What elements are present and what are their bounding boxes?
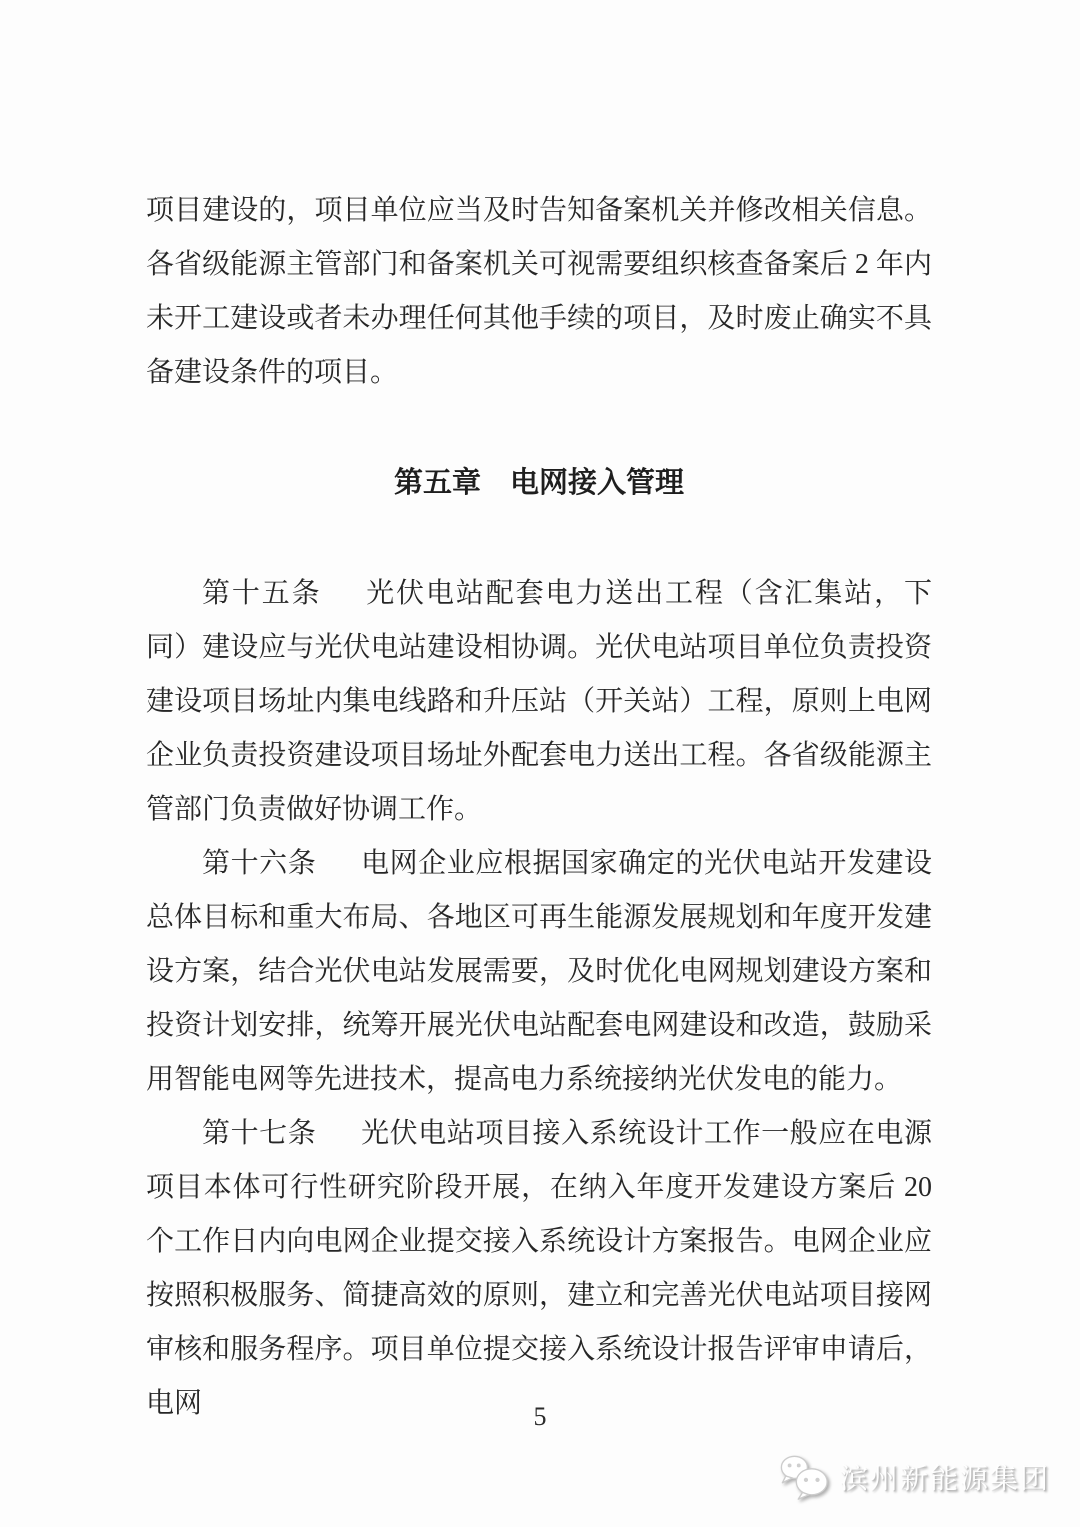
article-text-15: 光伏电站配套电力送出工程（含汇集站，下同）建设应与光伏电站建设相协调。光伏电站项目单位负责投资建设项目场址内集电线路和升压站（开关站）工程，原则上电网企业负责投资建设项目场址外配套电力送出工程。各省级能源主管部门负责做好协调工作。	[146, 578, 932, 825]
article-paragraph-15	[146, 567, 932, 837]
article-paragraph-17	[146, 1107, 932, 1431]
article-text-16: 电网企业应根据国家确定的光伏电站开发建设总体目标和重大布局、各地区可再生能源发展规划和年度开发建设方案，结合光伏电站发展需要，及时优化电网规划建设方案和投资计划安排，统筹开展光伏电站配套电网建设和改造，鼓励采用智能电网等先进技术，提高电力系统接纳光伏发电的能力。	[146, 848, 932, 1095]
article-paragraph-16	[146, 837, 932, 1107]
article-text-17: 光伏电站项目接入系统设计工作一般应在电源项目本体可行性研究阶段开展，在纳入年度开发建设方案后 20 个工作日内向电网企业提交接入系统设计方案报告。电网企业应按照积极服务、简捷高效的原则，建立和完善光伏电站项目接网审核和服务程序。项目单位提交接入系统设计报告评审申请后，电网	[146, 1118, 932, 1419]
article-number-17: 第十七条	[202, 1118, 317, 1149]
paragraph-continuation: 项目建设的，项目单位应当及时告知备案机关并修改相关信息。各省级能源主管部门和备案机关可视需要组织核查备案后 2 年内未开工建设或者未办理任何其他手续的项目，及时废止确实不具备建设条件的项目。	[146, 195, 932, 388]
watermark-account-name: 滨州新能源集团	[839, 1463, 1050, 1494]
article-number-16: 第十六条	[202, 848, 317, 879]
watermark	[779, 1453, 1050, 1501]
document-content	[146, 0, 932, 1431]
wechat-icon	[779, 1453, 831, 1501]
chapter-heading: 第五章 电网接入管理	[393, 467, 684, 499]
page-number: 5	[533, 1402, 547, 1431]
article-number-15: 第十五条	[202, 578, 322, 609]
